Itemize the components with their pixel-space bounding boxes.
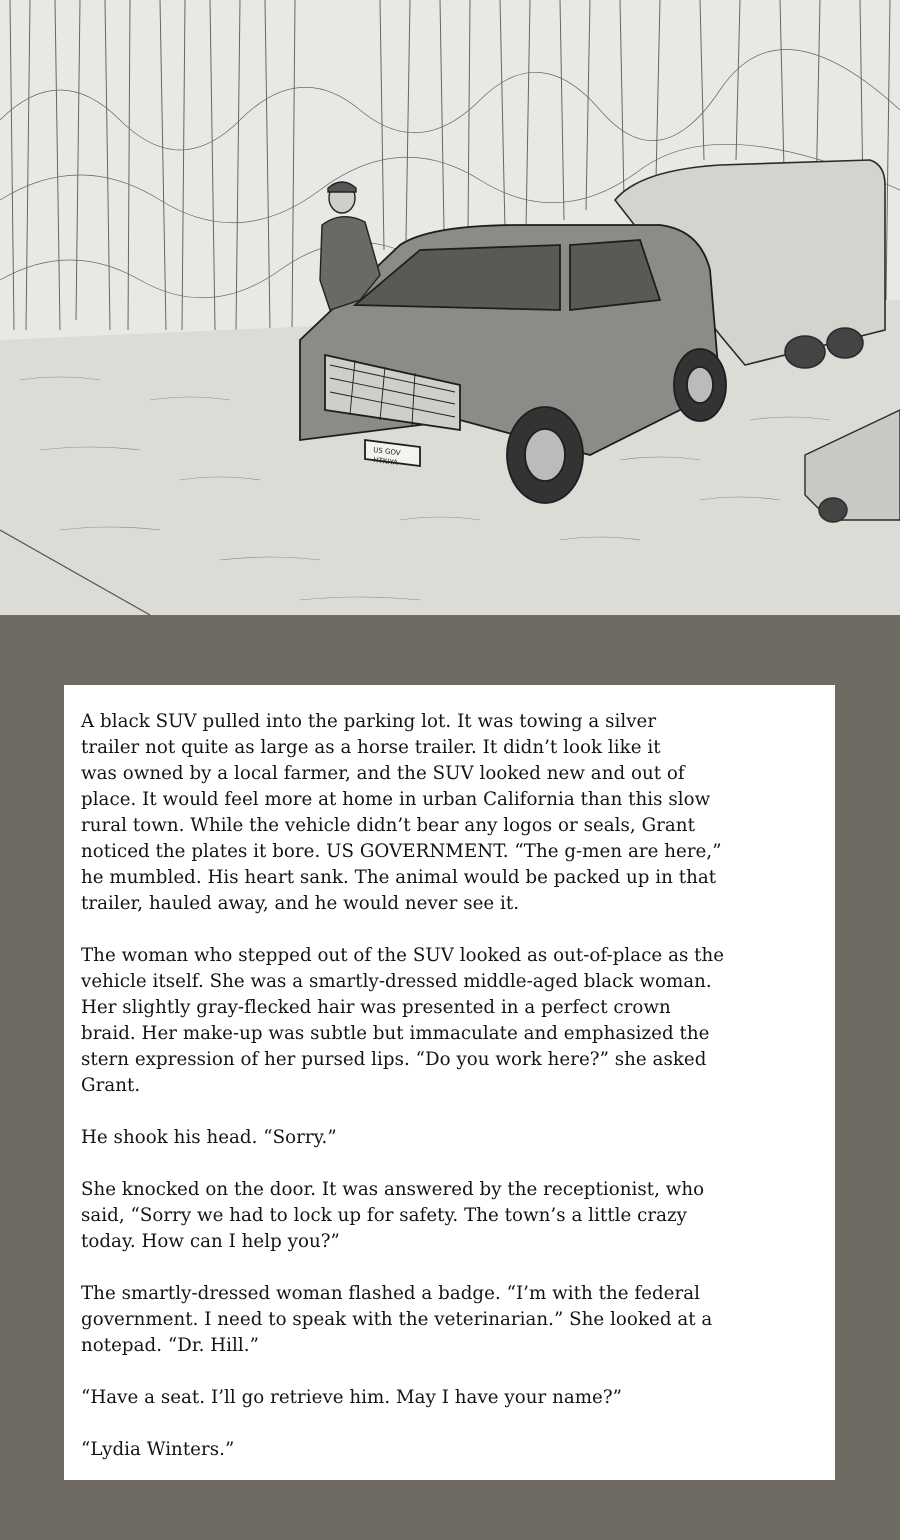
story-paragraph: She knocked on the door. It was answered by the receptionist, who said, “Sorry we had to lock up for safety. The town’s a little crazy today. How can I help you?” — [81, 1179, 705, 1252]
story-paragraph: He shook his head. “Sorry.” — [81, 1127, 337, 1148]
story-paragraph: The woman who stepped out of the SUV looked as out-of-place as the vehicle itself. She was a smartly-dressed middle-aged black woman. Her slightly gray-flecked hair was presented in a perfect crown braid. Her make-up was subtle but immaculate and emphasized the stern expression of her pursed lips. “Do you work here?” she asked Grant. — [81, 945, 725, 1096]
pencil-sketch-illustration — [0, 0, 900, 615]
story-text-panel — [64, 685, 835, 1480]
story-paragraph: “Lydia Winters.” — [81, 1439, 235, 1460]
license-plate-line1: US GOV — [372, 446, 401, 458]
story-paragraph: A black SUV pulled into the parking lot. It was towing a silver trailer not quite as large as a horse trailer. It didn’t look like it was owned by a local farmer, and the SUV looked new and out of place. It would feel more at home in urban California than this slow rural town. While the vehicle didn’t bear any logos or seals, Grant noticed the plates it bore. US GOVERNMENT. “The g-men are here,” he mumbled. His heart sank. The animal would be packed up in that trailer, hauled away, and he would never see it. — [81, 711, 722, 914]
sketch-canvas — [0, 0, 900, 615]
license-plate-line2: HTKIYA — [372, 456, 399, 467]
story-paragraph: The smartly-dressed woman flashed a badge. “I’m with the federal government. I need to speak with the veterinarian.” She looked at a notepad. “Dr. Hill.” — [81, 1283, 713, 1356]
story-paragraph: “Have a seat. I’ll go retrieve him. May I have your name?” — [81, 1387, 623, 1408]
